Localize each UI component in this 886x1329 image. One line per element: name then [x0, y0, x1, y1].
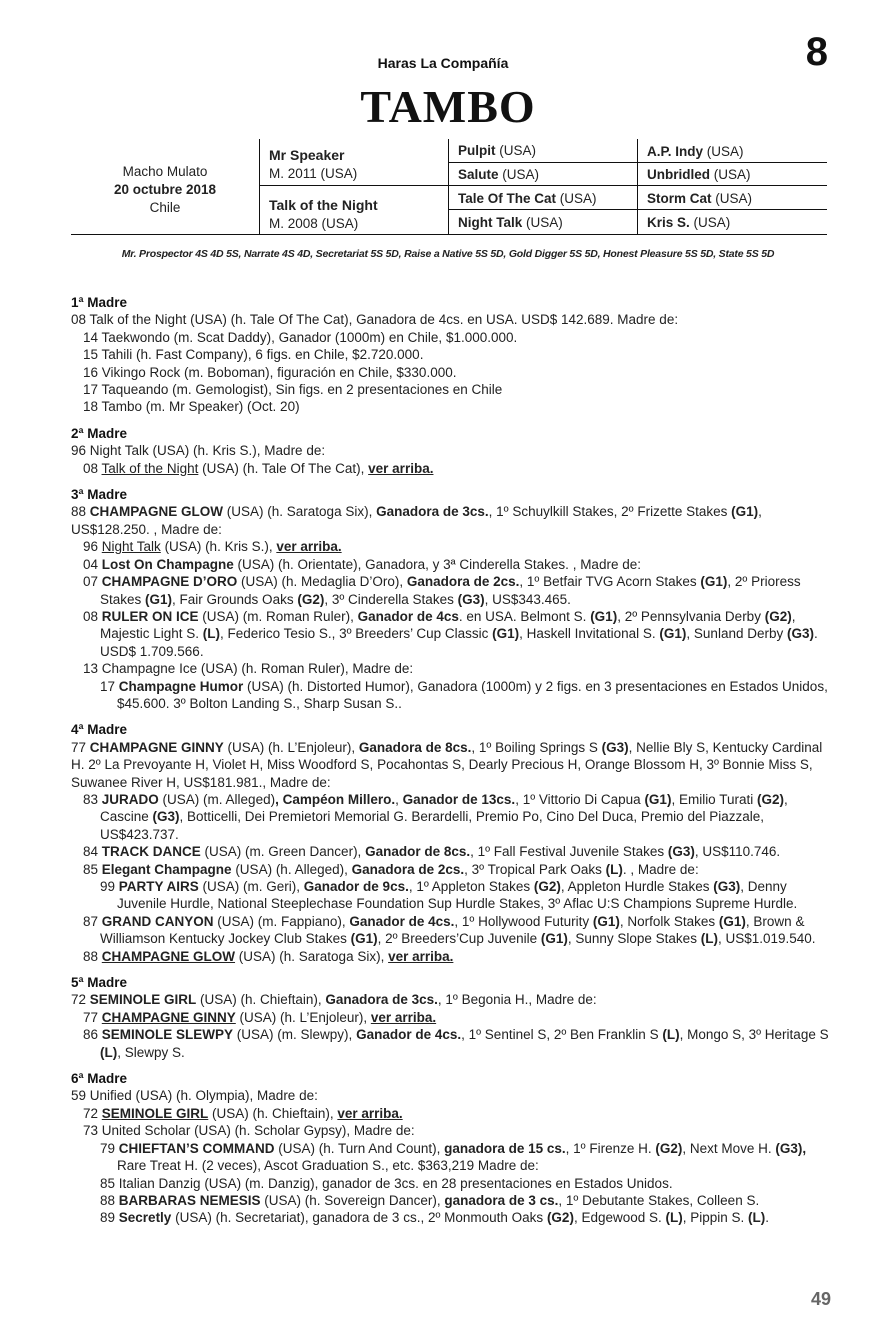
- ped-gen4-1: A.P. Indy (USA): [647, 144, 744, 159]
- ped-gen4-3: Storm Cat (USA): [647, 191, 753, 206]
- produce-line: 08 RULER ON ICE (USA) (m. Roman Ruler), Ganador de 4cs. en USA. Belmont S. (G1), 2º Pennsylvania Derby (G2), Majestic Light S. (L), Federico Tesio S., 3º Breeders’ Cup Classic (G1), Haskell Invitational S. (G1), Sunland Derby (G3). USD$ 1.709.566.: [83, 608, 818, 659]
- produce-line: 04 Lost On Champagne (USA) (h. Orientate), Ganadora, y 3ª Cinderella Stakes. , Madre de:: [83, 556, 641, 572]
- dam-line: 72 SEMINOLE GIRL (USA) (h. Chieftain), Ganadora de 3cs., 1º Begonia H., Madre de:: [71, 992, 597, 1008]
- section-title: 2ª Madre: [71, 425, 128, 441]
- produce-line: 17 Taqueando (m. Gemologist), Sin figs. en 2 presentaciones en Chile: [83, 382, 503, 398]
- section-title: 3ª Madre: [71, 487, 128, 503]
- see-above-link: ver arriba.: [370, 1009, 437, 1025]
- section-title: 4ª Madre: [71, 722, 128, 738]
- section-3rd-dam: [71, 486, 831, 712]
- country: Chile: [149, 200, 181, 215]
- ped-gen3-3: Tale Of The Cat (USA): [458, 191, 597, 206]
- see-above-link: ver arriba.: [337, 1105, 403, 1121]
- section-6th-dam: [71, 1070, 831, 1227]
- see-above-link: ver arriba.: [388, 948, 454, 964]
- section-5th-dam: [71, 974, 831, 1061]
- produce-line: 84 TRACK DANCE (USA) (m. Green Dancer), Ganador de 8cs., 1º Fall Festival Juvenile Stakes (G3), US$110.746.: [83, 844, 781, 860]
- produce-line: 88 CHAMPAGNE GLOW (USA) (h. Saratoga Six), ver arriba.: [83, 948, 454, 964]
- ped-gen4-4: Kris S. (USA): [647, 215, 731, 230]
- produce-line: 85 Italian Danzig (USA) (m. Danzig), ganador de 3cs. en 28 presentaciones en Estados Unidos.: [100, 1175, 673, 1191]
- section-title: 5ª Madre: [71, 975, 128, 991]
- produce-line: 13 Champagne Ice (USA) (h. Roman Ruler), Madre de:: [83, 661, 414, 677]
- dam-line: 88 CHAMPAGNE GLOW (USA) (h. Saratoga Six), Ganadora de 3cs., 1º Schuylkill Stakes, 2º Frizette Stakes (G1), US$128.250. , Madre de:: [71, 504, 762, 537]
- produce-line: 07 CHAMPAGNE D’ORO (USA) (h. Medaglia D’Oro), Ganadora de 2cs., 1º Betfair TVG Acorn Stakes (G1), 2º Prioress Stakes (G1), Fair Grounds Oaks (G2), 3º Cinderella Stakes (G3), US$343.465.: [83, 574, 801, 607]
- inbreeding-line: Mr. Prospector 4S 4D 5S, Narrate 4S 4D, Secretariat 5S 5D, Raise a Native 5S 5D, Gold Digger 5S 5D, Honest Pleasure 5S 5D, State 5S 5D: [121, 248, 775, 260]
- dam: Talk of the Night M. 2008 (USA): [269, 197, 378, 231]
- produce-line: 08 Talk of the Night (USA) (h. Tale Of The Cat), ver arriba.: [83, 460, 434, 476]
- lot-number: 8: [805, 30, 828, 74]
- dam-line: 96 Night Talk (USA) (h. Kris S.), Madre de:: [71, 443, 326, 459]
- ped-gen3-4: Night Talk (USA): [458, 215, 563, 230]
- pedigree-table: [71, 139, 827, 235]
- divider: [637, 139, 638, 234]
- produce-line: 79 CHIEFTAN’S COMMAND (USA) (h. Turn And Count), ganadora de 15 cs., 1º Firenze H. (G2), Next Move H. (G3), Rare Treat H. (2 veces), Ascot Graduation S., etc. $363,219 Madre de:: [100, 1140, 807, 1174]
- ped-gen3-2: Salute (USA): [458, 167, 540, 182]
- divider: [448, 139, 449, 234]
- page-number: 49: [810, 1289, 831, 1309]
- produce-line: 88 BARBARAS NEMESIS (USA) (h. Sovereign Dancer), ganadora de 3 cs., 1º Debutante Stakes, Colleen S.: [100, 1192, 760, 1208]
- produce-line: 83 JURADO (USA) (m. Alleged), Campéon Millero., Ganador de 13cs., 1º Vittorio Di Capua (G1), Emilio Turati (G2), Cascine (G3), Botticelli, Dei Premietori Memorial G. Berardelli, Premio Po, Cino Del Duca, Premio del Piazzale, US$423.737.: [83, 791, 788, 842]
- produce-line: 18 Tambo (m. Mr Speaker) (Oct. 20): [83, 399, 300, 415]
- produce-line: 99 PARTY AIRS (USA) (m. Geri), Ganador de 9cs., 1º Appleton Stakes (G2), Appleton Hurdle Stakes (G3), Denny Juvenile Hurdle, National Steeplechase Foundation Sup Hurdle Stakes, 3º Aflac U:S Champions Supreme Hurdle.: [100, 879, 798, 912]
- produce-line: 77 CHAMPAGNE GINNY (USA) (h. L’Enjoleur), ver arriba.: [83, 1009, 437, 1025]
- see-above-link: ver arriba.: [276, 539, 342, 555]
- ped-gen4-2: Unbridled (USA): [647, 167, 751, 182]
- produce-line: 89 Secretly (USA) (h. Secretariat), ganadora de 3 cs., 2º Monmouth Oaks (G2), Edgewood S. (L), Pippin S. (L).: [100, 1210, 770, 1226]
- produce-line: 85 Elegant Champagne (USA) (h. Alleged), Ganadora de 2cs., 3º Tropical Park Oaks (L). , Madre de:: [83, 861, 699, 877]
- produce-line: 73 United Scholar (USA) (h. Scholar Gypsy), Madre de:: [83, 1123, 415, 1139]
- produce-line: 15 Tahili (h. Fast Company), 6 figs. en Chile, $2.720.000.: [83, 347, 424, 363]
- dam-line: 77 CHAMPAGNE GINNY (USA) (h. L’Enjoleur), Ganadora de 8cs., 1º Boiling Springs S (G3), Nellie Bly S, Kentucky Cardinal H. 2º La Prevoyante H, Violet H, Miss Woodford S, Pocahontas S, Dearly Precious H, Orange Blossom H, 3º Bonnie Miss S, Suwanee River H, US$181.981., Madre de:: [71, 739, 823, 790]
- dam-line: 08 Talk of the Night (USA) (h. Tale Of The Cat), Ganadora de 4cs. en USA. USD$ 142.689. Madre de:: [71, 312, 679, 328]
- produce-line: 87 GRAND CANYON (USA) (m. Fappiano), Ganador de 4cs., 1º Hollywood Futurity (G1), Norfolk Stakes (G1), Brown & Williamson Kentucky Jockey Club Stakes (G1), 2º Breeders’Cup Juvenile (G1), Sunny Slope Stakes (L), US$1.019.540.: [83, 913, 816, 947]
- section-title: 1ª Madre: [71, 295, 128, 310]
- produce-line: 72 SEMINOLE GIRL (USA) (h. Chieftain), ver arriba.: [83, 1105, 403, 1121]
- produce-line: 17 Champagne Humor (USA) (h. Distorted Humor), Ganadora (1000m) y 2 figs. en 3 presentaciones en Estados Unidos, $45.600. 3º Bolton Landing S., Sharp Susan S..: [100, 678, 828, 711]
- divider: [259, 139, 260, 234]
- section-2nd-dam: [71, 425, 831, 477]
- section-title: 6ª Madre: [71, 1071, 128, 1087]
- produce-line: 14 Taekwondo (m. Scat Daddy), Ganador (1000m) en Chile, $1.000.000.: [83, 329, 518, 345]
- dam-line: 59 Unified (USA) (h. Olympia), Madre de:: [71, 1088, 318, 1104]
- family-body: [71, 294, 831, 1227]
- produce-line: 96 Night Talk (USA) (h. Kris S.), ver arriba.: [83, 539, 342, 555]
- sex-color: Macho Mulato: [122, 164, 208, 179]
- horse-info: [71, 163, 259, 217]
- haras-name: Haras La Compañía: [377, 55, 509, 71]
- divider: [448, 209, 827, 210]
- ped-gen3-1: Pulpit (USA): [458, 143, 537, 158]
- produce-line: 16 Vikingo Rock (m. Boboman), figuración en Chile, $330.000.: [83, 364, 457, 380]
- birth-date: 20 octubre 2018: [113, 182, 217, 197]
- see-above-link: ver arriba.: [368, 460, 434, 476]
- divider: [448, 162, 827, 163]
- divider: [259, 185, 827, 186]
- produce-line: 86 SEMINOLE SLEWPY (USA) (m. Slewpy), Ganador de 4cs., 1º Sentinel S, 2º Ben Franklin S (L), Mongo S, 3º Heritage S (L), Slewpy S.: [83, 1027, 829, 1060]
- section-1st-dam: [71, 294, 831, 416]
- section-4th-dam: [71, 721, 831, 965]
- horse-name: TAMBO: [360, 81, 536, 132]
- sire: Mr Speaker M. 2011 (USA): [269, 147, 358, 181]
